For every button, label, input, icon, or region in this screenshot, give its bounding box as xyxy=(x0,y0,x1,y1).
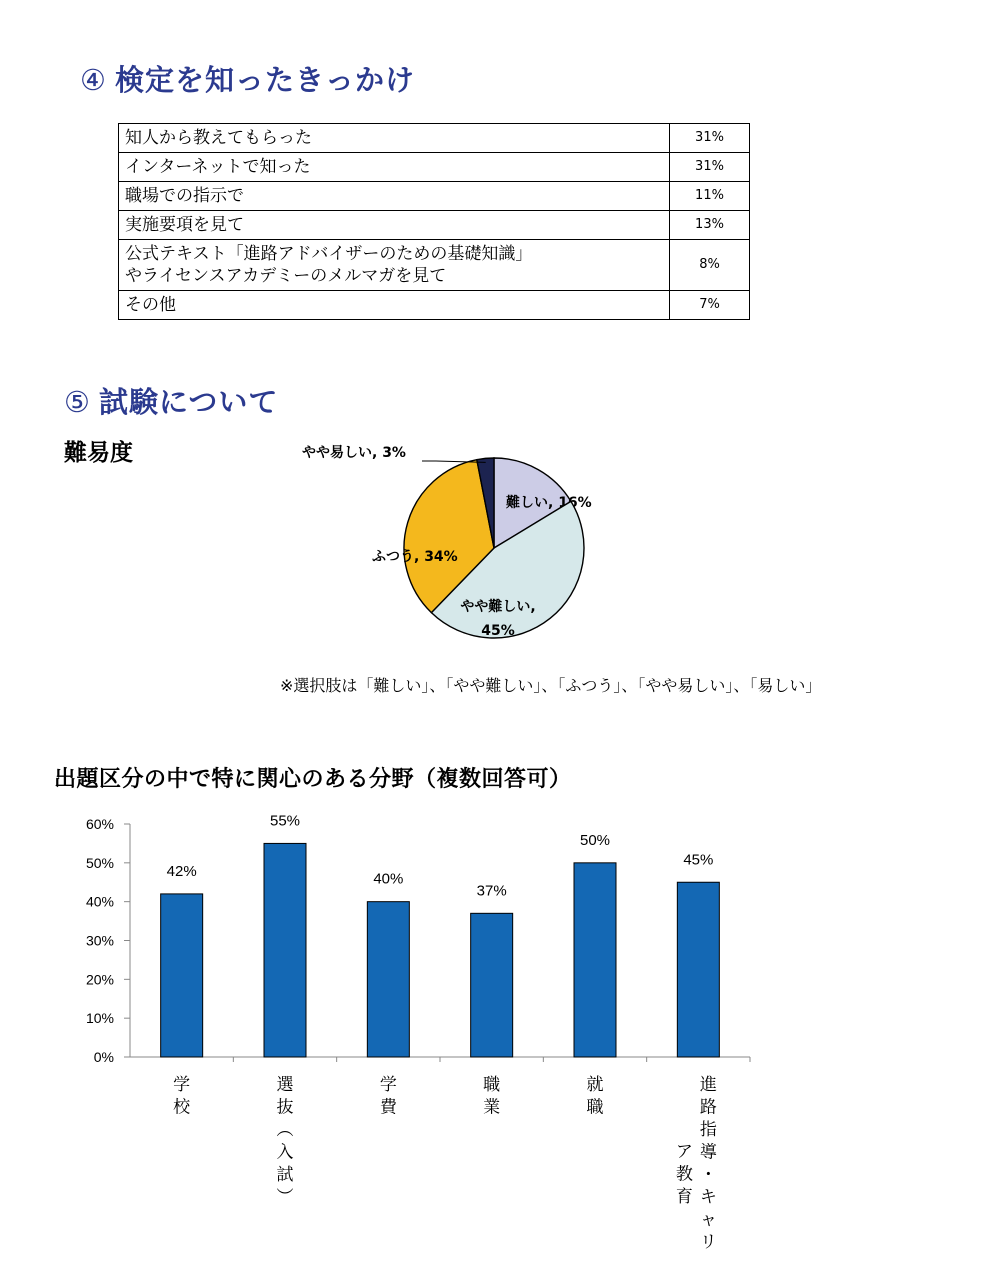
bar xyxy=(471,913,513,1057)
category-label-char: 入 xyxy=(276,1142,294,1163)
category-label-char: 指 xyxy=(699,1120,717,1140)
difficulty-pie-chart xyxy=(280,430,640,670)
table-row xyxy=(119,124,750,153)
bar xyxy=(264,843,306,1057)
pie-slice-label: 難しい, 16% xyxy=(506,495,592,511)
bar xyxy=(574,863,616,1057)
reason-label: 公式テキスト「進路アドバイザーのための基礎知識」 やライセンスアカデミーのメルマガを見て xyxy=(119,240,670,291)
category-label-char: 職 xyxy=(586,1097,604,1118)
reason-value: 13% xyxy=(670,211,750,240)
category-label-char: 抜 xyxy=(276,1097,294,1118)
reason-label: インターネットで知った xyxy=(119,153,670,182)
category-label-char: 導 xyxy=(699,1142,717,1163)
category-label-char: 職 xyxy=(483,1075,501,1095)
y-tick-label: 30% xyxy=(85,932,114,949)
pie-slice-label: ふつう, 34% xyxy=(372,549,458,565)
bar xyxy=(677,882,719,1057)
category-label-char: 教 xyxy=(675,1164,693,1185)
category-label-char: キ xyxy=(699,1187,717,1208)
category-label-char: ア xyxy=(675,1142,693,1162)
pie-slice-label: やや易しい, 3% xyxy=(302,445,406,461)
y-tick-label: 40% xyxy=(85,893,114,910)
interest-title: 出題区分の中で特に関心のある分野（複数回答可） xyxy=(54,767,572,792)
y-tick-label: 20% xyxy=(85,971,114,988)
category-label-char: ャ xyxy=(699,1210,717,1230)
reason-value: 8% xyxy=(670,240,750,291)
section-4-heading xyxy=(80,58,415,99)
bar-value-label: 45% xyxy=(683,851,714,869)
category-label-char: 就 xyxy=(586,1075,604,1095)
category-label-char: 学 xyxy=(173,1075,191,1095)
reason-label: 職場での指示で xyxy=(119,182,670,211)
table-row xyxy=(119,291,750,320)
bar-value-label: 37% xyxy=(476,882,507,900)
category-label-char: 進 xyxy=(699,1075,717,1095)
reason-value: 7% xyxy=(670,291,750,320)
pie-slice-label: やや難しい, 45% xyxy=(460,599,536,639)
reason-value: 31% xyxy=(670,153,750,182)
reason-value: 31% xyxy=(670,124,750,153)
section-4-number: ④ xyxy=(80,63,107,97)
category-label-char: 育 xyxy=(675,1187,693,1207)
choices-note: ※選択肢は「難しい」、「やや難しい」、「ふつう」、「やや易しい」、「易しい」 xyxy=(280,676,822,695)
bar xyxy=(161,894,203,1057)
bar-value-label: 40% xyxy=(373,870,404,888)
bar-value-label: 50% xyxy=(579,831,611,849)
table-row xyxy=(119,182,750,211)
section-4-title: 検定を知ったきっかけ xyxy=(115,63,416,97)
reason-label: 実施要項を見て xyxy=(119,211,670,240)
category-label-char: ・ xyxy=(699,1165,717,1185)
interest-bar-chart xyxy=(0,800,1000,1270)
bar xyxy=(367,902,409,1057)
table-row xyxy=(119,153,750,182)
bar-value-label: 42% xyxy=(166,862,197,880)
y-tick-label: 10% xyxy=(85,1010,114,1027)
category-label-char: 費 xyxy=(379,1097,397,1118)
section-5-number: ⑤ xyxy=(64,385,91,419)
bar-value-label: 55% xyxy=(269,812,301,830)
category-label-char: ︶ xyxy=(276,1187,294,1208)
category-label-char: ︵ xyxy=(276,1120,294,1140)
table-row xyxy=(119,240,750,291)
category-label-char: 学 xyxy=(379,1075,397,1095)
reason-value: 11% xyxy=(670,182,750,211)
category-label-char: 路 xyxy=(699,1097,717,1118)
category-label-char: 校 xyxy=(173,1097,191,1118)
section-5-heading xyxy=(64,380,278,421)
category-label-char: 業 xyxy=(483,1097,501,1118)
table-row xyxy=(119,211,750,240)
category-label-char: 試 xyxy=(276,1165,294,1185)
section-5-title: 試験について xyxy=(99,385,279,419)
category-label-char: 選 xyxy=(276,1075,294,1095)
difficulty-title: 難易度 xyxy=(64,440,133,466)
category-label-char: リ xyxy=(699,1232,717,1253)
reasons-table xyxy=(118,123,750,320)
y-tick-label: 60% xyxy=(85,816,114,832)
reason-label: 知人から教えてもらった xyxy=(119,124,670,153)
y-tick-label: 0% xyxy=(93,1049,114,1065)
y-tick-label: 50% xyxy=(85,854,114,871)
reason-label: その他 xyxy=(119,291,670,320)
